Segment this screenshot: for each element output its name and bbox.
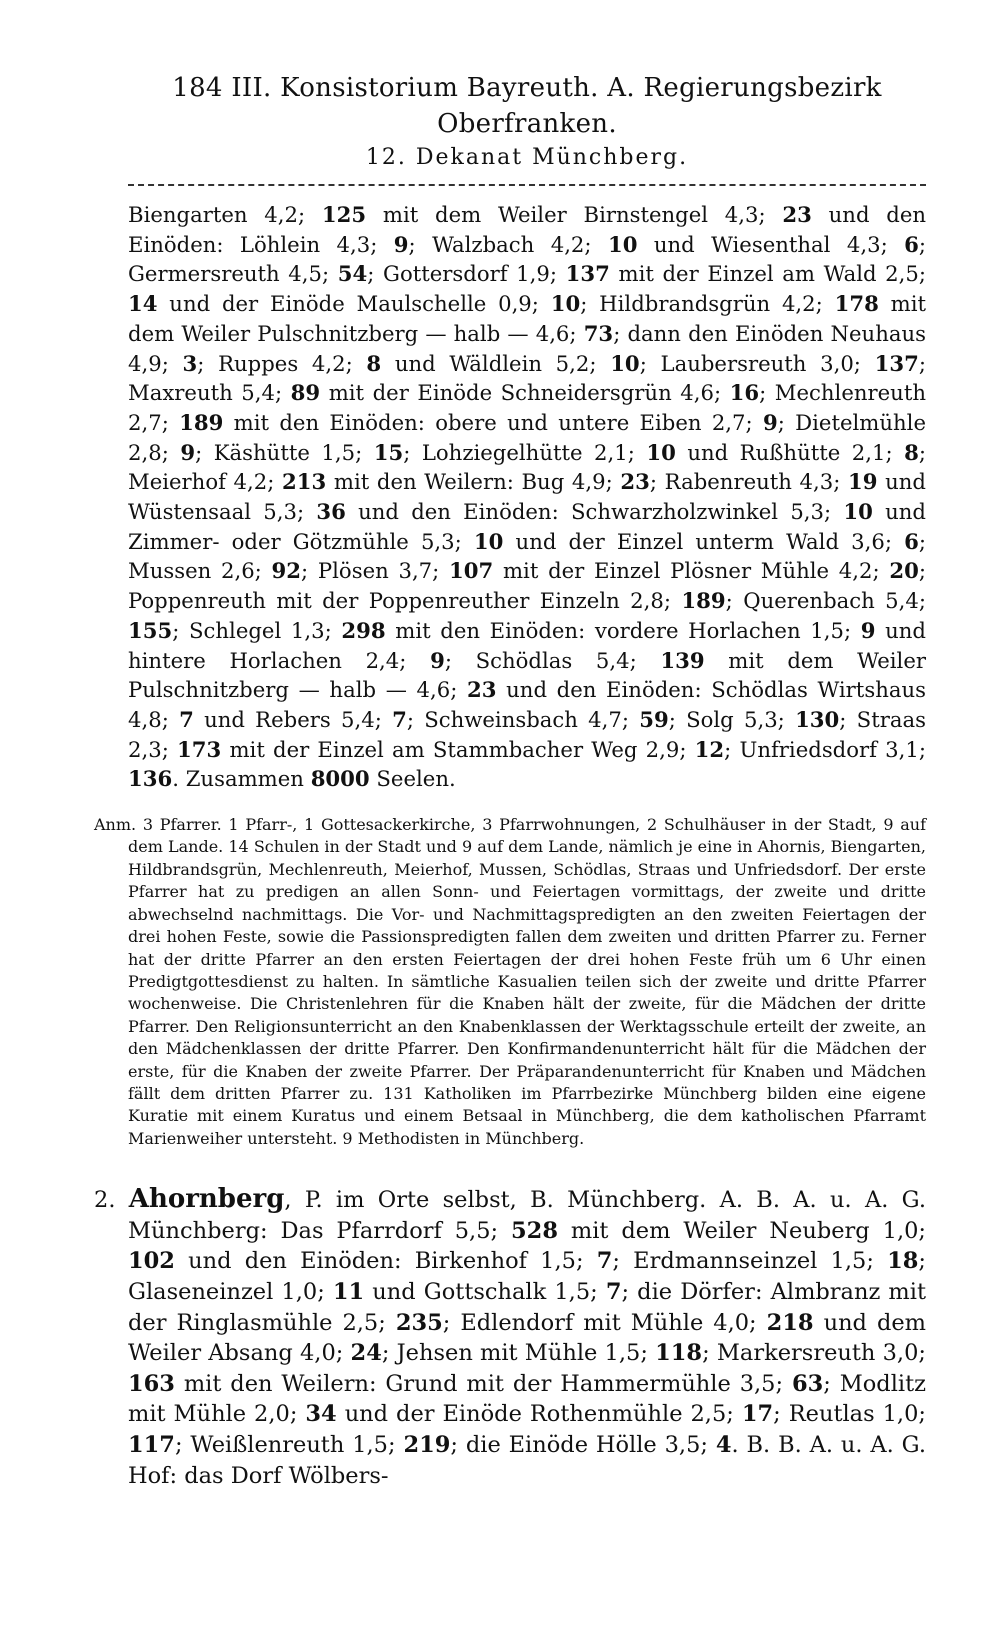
- population-count: 102: [128, 1248, 175, 1275]
- population-count: 136: [128, 766, 173, 792]
- population-count: 6: [904, 528, 919, 554]
- text-run: , P. im Orte selbst, B. Münchberg. A. B. A. u. A. G. Münchberg: Das Pfarrdorf 5,5;: [128, 1187, 926, 1244]
- population-count: 235: [395, 1309, 443, 1336]
- population-count: 59: [639, 706, 669, 732]
- population-count: 4: [715, 1431, 732, 1458]
- text-run: Seelen.: [369, 766, 456, 792]
- population-count: 92: [271, 558, 302, 584]
- entry-text: [128, 1187, 926, 1488]
- population-count: 10: [646, 439, 676, 465]
- population-count: 117: [128, 1431, 175, 1458]
- text-run: mit dem Weiler Birnstengel 4,3;: [366, 202, 783, 227]
- text-run: und den Einöden: Schwarzholzwinkel 5,3;: [345, 499, 844, 525]
- text-run: ; Weißlenreuth 1,5;: [174, 1431, 404, 1458]
- population-count: 34: [305, 1401, 337, 1428]
- text-run: und Wäldlein 5,2;: [381, 350, 611, 376]
- text-run: und Zimmer- oder Götzmühle 5,3;: [128, 499, 926, 554]
- population-count: 137: [565, 261, 610, 287]
- text-run: ; Ruppes 4,2;: [197, 350, 367, 376]
- text-run: und Rebers 5,4;: [193, 706, 393, 732]
- text-run: ; Straas 2,3;: [128, 706, 926, 762]
- population-count: 9: [180, 439, 196, 465]
- population-count: 298: [341, 617, 386, 643]
- text-run: ; Unfriedsdorf 3,1;: [724, 736, 926, 762]
- text-run: mit der Einzel am Wald 2,5;: [609, 261, 926, 287]
- population-count: 163: [128, 1370, 175, 1397]
- text-run: . B. B. A. u. A. G. Hof: das Dorf Wölbers-: [128, 1431, 926, 1489]
- text-run: ; Maxreuth 5,4;: [128, 350, 926, 406]
- population-count: 125: [321, 202, 367, 227]
- population-count: 178: [834, 291, 879, 317]
- population-count: 9: [393, 231, 409, 257]
- population-count: 7: [605, 1278, 622, 1305]
- population-count: 173: [177, 736, 222, 762]
- text-run: ; die Einöde Hölle 3,5;: [450, 1431, 716, 1458]
- population-count: 8000: [310, 766, 370, 792]
- text-run: mit dem Weiler Pulschnitzberg — halb — 4,6;: [128, 647, 926, 703]
- header-rule: [128, 184, 926, 186]
- population-count: 8: [366, 350, 382, 376]
- population-count: 10: [843, 499, 873, 525]
- population-count: 18: [887, 1248, 919, 1275]
- text-run: ; Mussen 2,6;: [128, 528, 926, 584]
- text-run: und Wüstensaal 5,3;: [128, 469, 926, 525]
- entry-number: 2.: [94, 1187, 116, 1214]
- text-run: ; Querenbach 5,4;: [725, 588, 927, 614]
- text-run: ; Jehsen mit Mühle 1,5;: [381, 1340, 656, 1367]
- entry-place-name: Ahornberg: [128, 1184, 285, 1215]
- parish-entry-2: [94, 1184, 927, 1491]
- text-run: mit der Einzel Plösner Mühle 4,2;: [493, 558, 890, 584]
- population-count: 8: [904, 439, 919, 465]
- population-count: 20: [889, 558, 919, 584]
- text-run: ; dann den Einöden Neuhaus 4,9;: [128, 320, 926, 376]
- population-count: 17: [741, 1401, 774, 1428]
- text-run: ; Plösen 3,7;: [301, 558, 450, 584]
- text-run: und Wiesenthal 4,3;: [637, 231, 905, 257]
- population-count: 6: [904, 231, 919, 257]
- text-run: ; die Dörfer: Almbranz mit der Ringlasmühle 2,5;: [128, 1278, 926, 1336]
- text-run: ; Walzbach 4,2;: [408, 231, 608, 257]
- population-count: 155: [128, 617, 173, 643]
- text-run: und Gottschalk 1,5;: [364, 1278, 606, 1305]
- population-count: 15: [373, 439, 404, 465]
- text-run: und der Einöde Maulschelle 0,9;: [157, 291, 551, 317]
- population-count: 3: [182, 350, 198, 376]
- population-count: 118: [655, 1340, 703, 1367]
- section-title: 12. Dekanat Münchberg.: [365, 145, 689, 170]
- population-count: 23: [782, 202, 812, 227]
- population-count: 9: [430, 647, 445, 673]
- population-count: 16: [729, 380, 760, 406]
- parish-list-paragraph: [128, 200, 926, 794]
- population-count: 73: [583, 320, 614, 346]
- population-count: 7: [179, 706, 194, 732]
- text-run: ; Schödlas 5,4;: [444, 647, 661, 673]
- population-count: 7: [596, 1248, 613, 1275]
- text-run: Biengarten 4,2;: [128, 202, 322, 227]
- text-run: und dem Weiler Absang 4,0;: [128, 1309, 927, 1367]
- text-run: mit den Weilern: Bug 4,9;: [326, 469, 621, 495]
- population-count: 54: [337, 261, 368, 287]
- population-count: 36: [316, 499, 346, 525]
- population-count: 19: [848, 469, 878, 495]
- page-header: 184 III. Konsistorium Bayreuth. A. Regierungsbezirk Oberfranken.: [172, 73, 882, 139]
- annotation-paragraph: [94, 814, 926, 1150]
- population-count: 23: [467, 677, 497, 703]
- text-run: ; Schlegel 1,3;: [172, 617, 342, 643]
- text-run: und der Einöde Rothenmühle 2,5;: [336, 1401, 742, 1428]
- population-count: 528: [511, 1217, 558, 1244]
- text-run: ; Reutlas 1,0;: [773, 1401, 926, 1428]
- text-run: ; Dietelmühle 2,8;: [128, 409, 926, 465]
- text-run: mit den Weilern: Grund mit der Hammermühle 3,5;: [174, 1370, 792, 1397]
- population-count: 63: [791, 1370, 824, 1397]
- text-run: ; Rabenreuth 4,3;: [649, 469, 849, 495]
- text-run: ; Glaseneinzel 1,0;: [128, 1248, 926, 1305]
- text-run: mit den Einöden: vordere Horlachen 1,5;: [385, 617, 861, 643]
- population-count: 139: [660, 647, 705, 673]
- text-run: . Zusammen: [172, 766, 311, 792]
- population-count: 10: [610, 350, 640, 376]
- text-run: mit dem Weiler Neuberg 1,0;: [557, 1217, 926, 1244]
- population-count: 10: [607, 231, 638, 257]
- population-count: 23: [620, 469, 650, 495]
- text-run: mit den Einöden: obere und untere Eiben 2,7;: [223, 409, 763, 435]
- text-run: ; Gottersdorf 1,9;: [367, 261, 566, 287]
- population-count: 9: [860, 617, 876, 643]
- population-count: 189: [681, 588, 726, 614]
- annotation-text: 3 Pfarrer. 1 Pfarr-, 1 Gottesackerkirche, 3 Pfarrwohnungen, 2 Schulhäuser in der Stadt, 9 auf dem Lande. 14 Schulen in der Stadt und 9 auf dem Lande, nämlich je eine in Ahornis, Biengarten, Hildbrandsgrün, Mechlenreuth, Meierhof, Mussen, Schödlas, Straas und Unfriedsdorf. Der erste Pfarrer hat zu predigen an allen Sonn- und Feiertagen vormittags, der zweite und dritte abwechselnd nachmittags. Die Vor- und Nachmittagspredigten an den zweiten Feiertagen der drei hohen Feste, sowie die Passionspredigten fallen dem zweiten und dritten Pfarrer zu. Ferner hat der dritte Pfarrer an den ersten Feiertagen der drei hohen Feste früh um 6 Uhr einen Predigtgottesdienst zu halten. In sämtliche Kasualien teilen sich der zweite und dritte Pfarrer wochenweise. Die Christenlehren für die Knaben hält der zweite, für die Mädchen der dritte Pfarrer. Den Religionsunterricht an den Knabenklassen der Werktagsschule erteilt der zweite, an den Mädchenklassen der dritte Pfarrer. Den Konfirmandenunterricht hält für die Mädchen der erste, für die Knaben der zweite Pfarrer. Der Präparandenunterricht für Knaben und Mädchen fällt dem dritten Pfarrer zu. 131 Katholiken im Pfarrbezirke Münchberg bilden eine eigene Kuratie mit einem Kuratus und einem Betsaal in Münchberg, die dem katholischen Pfarramt Marienweiher untersteht. 9 Methodisten in Münchberg.: [128, 815, 926, 1148]
- text-run: mit der Einzel am Stammbacher Weg 2,9;: [221, 736, 695, 762]
- text-run: mit dem Weiler Pulschnitzberg — halb — 4,6;: [128, 291, 927, 346]
- population-count: 7: [392, 706, 407, 732]
- population-count: 12: [694, 736, 725, 762]
- text-run: und den Einöden: Schödlas Wirtshaus 4,8;: [128, 677, 926, 732]
- population-count: 218: [766, 1309, 814, 1336]
- text-run: ; Erdmannseinzel 1,5;: [612, 1248, 888, 1275]
- text-run: ; Lohziegelhütte 2,1;: [403, 439, 647, 465]
- text-run: ; Edlendorf mit Mühle 4,0;: [442, 1309, 767, 1336]
- annotation-label: Anm.: [94, 815, 137, 835]
- population-count: 10: [473, 528, 504, 554]
- population-count: 130: [795, 706, 840, 732]
- population-count: 189: [179, 409, 224, 435]
- population-count: 9: [762, 409, 778, 435]
- text-run: ; Modlitz mit Mühle 2,0;: [128, 1370, 926, 1428]
- population-count: 219: [403, 1431, 451, 1458]
- text-run: mit der Einöde Schneidersgrün 4,6;: [320, 380, 730, 406]
- text-run: ; Schweinsbach 4,7;: [406, 706, 640, 732]
- text-run: und hintere Horlachen 2,4;: [128, 617, 926, 673]
- text-run: ; Hildbrandsgrün 4,2;: [580, 291, 835, 317]
- population-count: 11: [332, 1278, 365, 1305]
- population-count: 213: [282, 469, 327, 495]
- population-count: 107: [449, 558, 494, 584]
- text-run: ; Poppenreuth mit der Poppenreuther Einzeln 2,8;: [128, 558, 926, 614]
- text-run: ; Laubersreuth 3,0;: [639, 350, 875, 376]
- text-run: ; Markersreuth 3,0;: [702, 1340, 926, 1367]
- text-run: ; Germersreuth 4,5;: [128, 231, 926, 287]
- text-run: und der Einzel unterm Wald 3,6;: [503, 528, 905, 554]
- population-count: 10: [550, 291, 581, 317]
- text-run: ; Mechlenreuth 2,7;: [128, 380, 926, 435]
- text-run: ; Solg 5,3;: [668, 706, 796, 732]
- text-run: und Rußhütte 2,1;: [675, 439, 905, 465]
- population-count: 89: [290, 380, 321, 406]
- text-run: ; Käshütte 1,5;: [195, 439, 374, 465]
- text-run: und den Einöden: Birkenhof 1,5;: [174, 1248, 597, 1275]
- population-count: 14: [128, 291, 158, 317]
- population-count: 24: [350, 1340, 382, 1367]
- text-run: und den Einöden: Löhlein 4,3;: [128, 202, 927, 257]
- population-count: 137: [874, 350, 919, 376]
- text-run: ; Meierhof 4,2;: [128, 439, 926, 495]
